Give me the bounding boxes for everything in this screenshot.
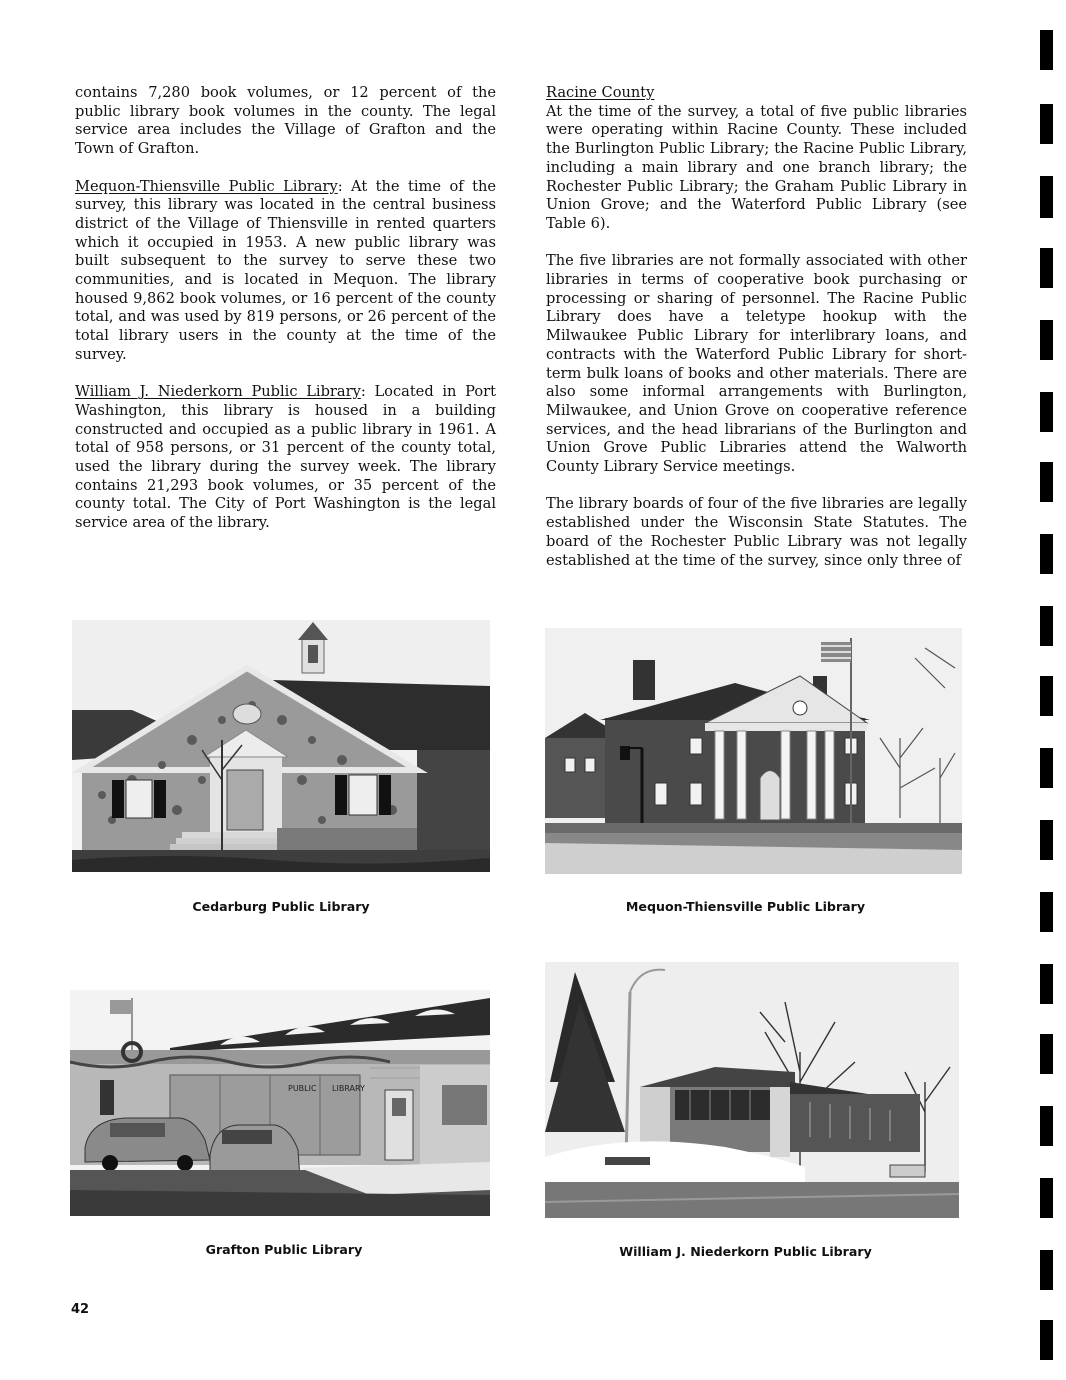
- binding-mark: [1040, 176, 1053, 218]
- binding-mark: [1040, 462, 1053, 502]
- photo-niederkorn-library: [545, 962, 959, 1218]
- paragraph-racine-boards: The library boards of four of the five libraries are legally established under the Wisconsin State Statutes. The board of the Rochester Public Library was not legally established at the time of the survey, since only three of: [546, 495, 967, 569]
- binding-mark: [1040, 320, 1053, 360]
- binding-mark: [1040, 676, 1053, 716]
- binding-mark: [1040, 748, 1053, 788]
- page-number: 42: [71, 1302, 90, 1317]
- binding-mark: [1040, 1106, 1053, 1146]
- binding-mark: [1040, 1250, 1053, 1290]
- binding-mark: [1040, 248, 1053, 288]
- caption-mequon-thiensville: Mequon-Thiensville Public Library: [625, 899, 866, 914]
- heading-mequon-thiensville: Mequon-Thiensville Public Library: [75, 177, 338, 195]
- paragraph-niederkorn: William J. Niederkorn Public Library: Located in Port Washington, this library is housed in a building constructed and occupied as a public library in 1961. A total of 958 persons, or 31 percent of the county total, used the library during the survey week. The library contains 21,293 book volumes, or 35 percent of the county total. The City of Port Washington is the legal service area of the library.: [75, 383, 496, 532]
- binding-mark: [1040, 964, 1053, 1004]
- paragraph-racine-overview: At the time of the survey, a total of five public libraries were operating within Racine County. These included the Burlington Public Library; the Racine Public Library, including a main library and one branch library; the Rochester Public Library; the Graham Public Library in Union Grove; and the Waterford Public Library (see Table 6).: [546, 102, 967, 232]
- photo-grafton-library: [70, 990, 490, 1216]
- heading-racine-county: Racine County: [546, 84, 655, 101]
- binding-mark: [1040, 820, 1053, 860]
- binding-mark: [1040, 104, 1053, 144]
- photo-mequon-thiensville-library: [545, 628, 962, 874]
- binding-mark: [1040, 1178, 1053, 1218]
- paragraph-racine-cooperation: The five libraries are not formally associated with other libraries in terms of cooperative book purchasing or processing or sharing of personnel. The Racine Public Library does have a teletype hookup with the Milwaukee Public Library for interlibrary loans, and contracts with the Waterford Public Library for short-term bulk loans of books and other materials. There are also some informal arrangements with Burlington, Milwaukee, and Union Grove on cooperative reference services, and the head librarians of the Burlington and Union Grove Public Libraries attend the Walworth County Library Service meetings.: [546, 252, 967, 476]
- sign-public-text: PUBLIC: [288, 1084, 317, 1093]
- binding-mark: [1040, 606, 1053, 646]
- right-text-column: [546, 84, 967, 589]
- binding-mark: [1040, 1320, 1053, 1360]
- binding-mark: [1040, 534, 1053, 574]
- binding-mark: [1040, 392, 1053, 432]
- caption-niederkorn: William J. Niederkorn Public Library: [619, 1244, 872, 1259]
- left-text-column: [75, 84, 496, 552]
- sign-library-text: LIBRARY: [332, 1084, 365, 1093]
- binding-mark: [1040, 1034, 1053, 1074]
- paragraph-grafton-end: contains 7,280 book volumes, or 12 percent of the public library book volumes in the county. The legal service area includes the Village of Grafton and the Town of Grafton.: [75, 84, 496, 158]
- caption-cedarburg: Cedarburg Public Library: [192, 899, 370, 914]
- heading-niederkorn: William J. Niederkorn Public Library: [75, 383, 361, 401]
- caption-grafton: Grafton Public Library: [205, 1242, 363, 1257]
- paragraph-mequon-thiensville: Mequon-Thiensville Public Library: At the time of the survey, this library was located in the central business district of the Village of Thiensville in rented quarters which it occupied in 1953. A new public library was built subsequent to the survey to serve these two communities, and is located in Mequon. The library housed 9,862 book volumes, or 16 percent of the county total, and was used by 819 persons, or 26 percent of the total library users in the county at the time of the survey.: [75, 177, 496, 363]
- binding-mark: [1040, 30, 1053, 70]
- photo-cedarburg-library: [72, 620, 490, 872]
- binding-mark: [1040, 892, 1053, 932]
